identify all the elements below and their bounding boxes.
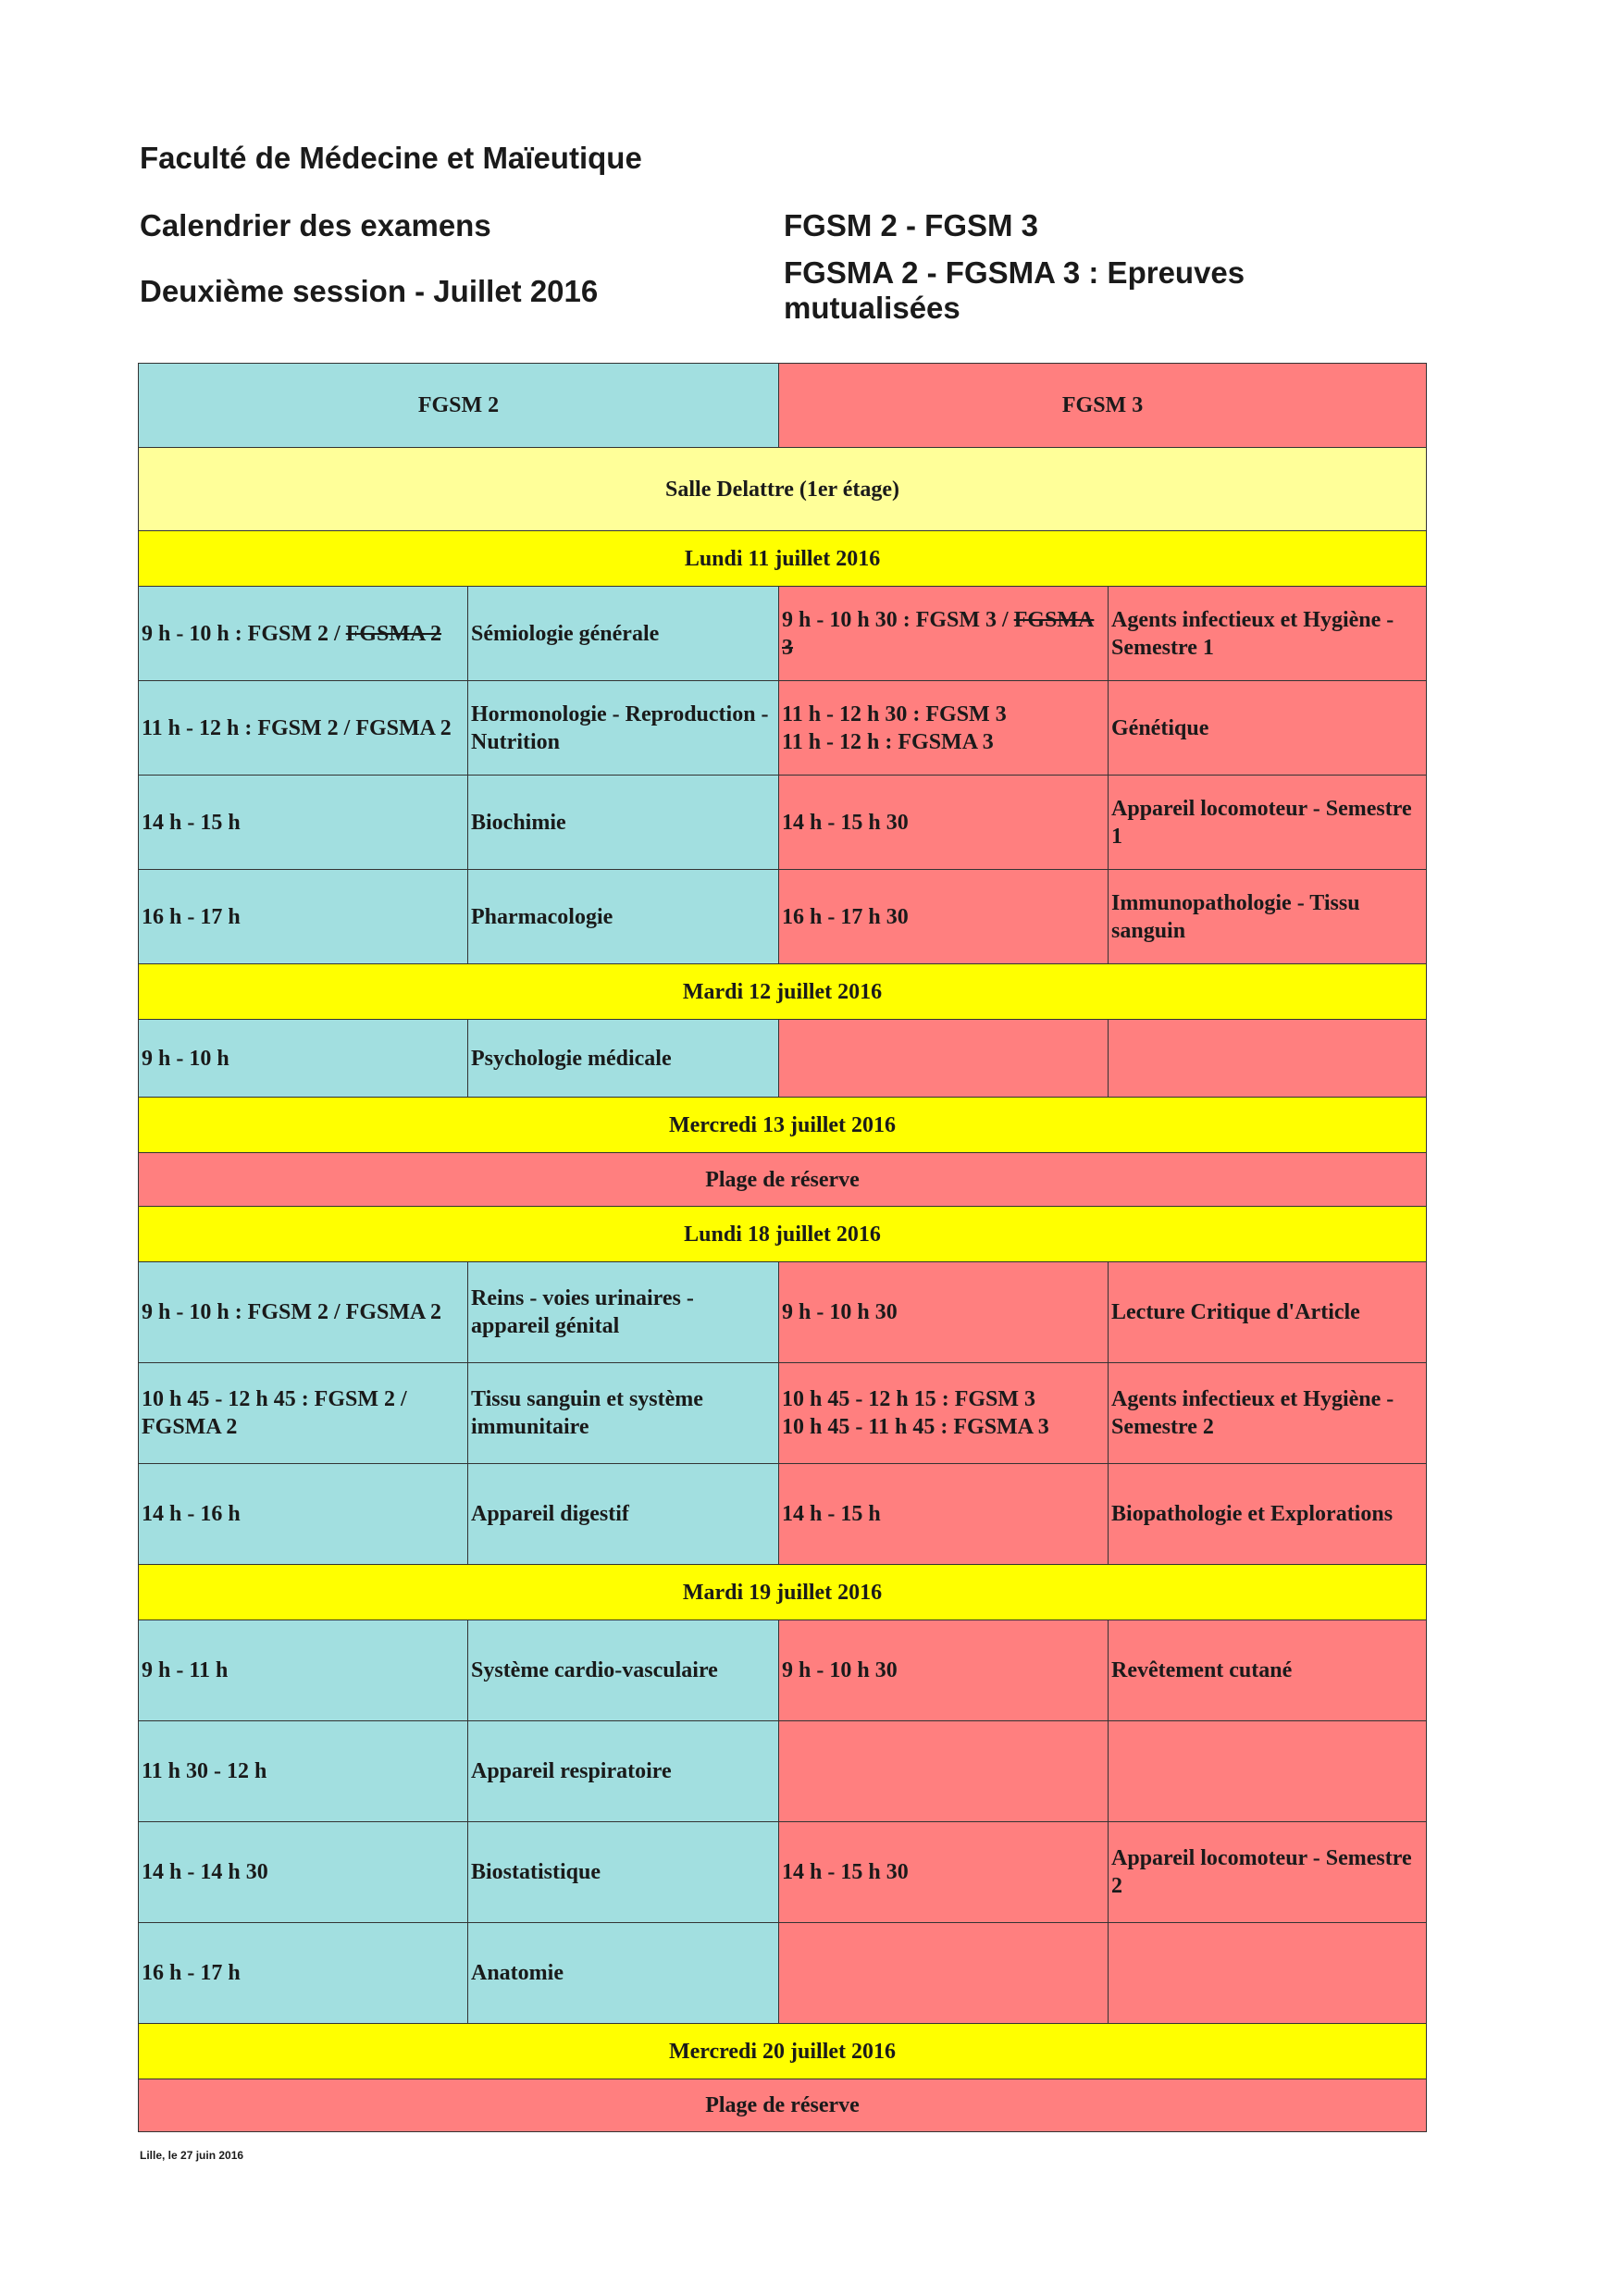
footer-date: Lille, le 27 juin 2016 bbox=[140, 2149, 244, 2162]
reserve-label: Plage de réserve bbox=[139, 1153, 1427, 1207]
table-row bbox=[139, 1020, 1427, 1098]
fgsm3-time bbox=[779, 1020, 1109, 1098]
room-label: Salle Delattre (1er étage) bbox=[139, 448, 1427, 531]
fgsm2-subject: Reins - voies urinaires - appareil génital bbox=[468, 1262, 779, 1363]
fgsm2-subject: Biostatistique bbox=[468, 1822, 779, 1923]
struck-fgsma: FGSMA 3 bbox=[782, 607, 1095, 660]
day-title: Mardi 19 juillet 2016 bbox=[139, 1565, 1427, 1620]
table-row bbox=[139, 1923, 1427, 2024]
fgsm2-time: 16 h - 17 h bbox=[139, 1923, 468, 2024]
fgsm3-time: 14 h - 15 h bbox=[779, 1464, 1109, 1565]
fgsm2-header: FGSM 2 bbox=[139, 364, 779, 448]
day-title: Lundi 18 juillet 2016 bbox=[139, 1207, 1427, 1262]
fgsm3-subject: Revêtement cutané bbox=[1109, 1620, 1427, 1721]
fgsm3-subject: Lecture Critique d'Article bbox=[1109, 1262, 1427, 1363]
fgsm2-subject: Appareil respiratoire bbox=[468, 1721, 779, 1822]
table-row bbox=[139, 1822, 1427, 1923]
fgsm3-subject: Génétique bbox=[1109, 681, 1427, 776]
table-row bbox=[139, 1721, 1427, 1822]
fgsm3-subject bbox=[1109, 1923, 1427, 2024]
day-header-row bbox=[139, 1098, 1427, 1153]
fgsm3-subject: Appareil locomoteur - Semestre 1 bbox=[1109, 776, 1427, 870]
table-row bbox=[139, 870, 1427, 964]
fgsm3-time: 16 h - 17 h 30 bbox=[779, 870, 1109, 964]
fgsm3-subject bbox=[1109, 1020, 1427, 1098]
fgsm2-subject: Psychologie médicale bbox=[468, 1020, 779, 1098]
table-row bbox=[139, 1464, 1427, 1565]
fgsm2-subject: Hormonologie - Reproduction - Nutrition bbox=[468, 681, 779, 776]
day-header-row bbox=[139, 964, 1427, 1020]
fgsm2-time: 14 h - 15 h bbox=[139, 776, 468, 870]
fgsm2-time: 9 h - 10 h bbox=[139, 1020, 468, 1098]
fgsm3-subject: Agents infectieux et Hygiène - Semestre 1 bbox=[1109, 587, 1427, 681]
table-row bbox=[139, 776, 1427, 870]
fgsm2-time: 11 h 30 - 12 h bbox=[139, 1721, 468, 1822]
fgsm3-subject bbox=[1109, 1721, 1427, 1822]
fgsm2-time: 14 h - 14 h 30 bbox=[139, 1822, 468, 1923]
fgsm2-subject: Biochimie bbox=[468, 776, 779, 870]
programs-title: FGSM 2 - FGSM 3 bbox=[784, 208, 1039, 242]
fgsm2-time: 9 h - 10 h : FGSM 2 / FGSMA 2 bbox=[139, 587, 468, 681]
fgsm3-header: FGSM 3 bbox=[779, 364, 1427, 448]
table-row bbox=[139, 1620, 1427, 1721]
fgsm3-time: 10 h 45 - 12 h 15 : FGSM 3 10 h 45 - 11 h 45 : FGSMA 3 bbox=[779, 1363, 1109, 1464]
day-title: Lundi 11 juillet 2016 bbox=[139, 531, 1427, 587]
fgsm2-time: 14 h - 16 h bbox=[139, 1464, 468, 1565]
fgsm3-time: 14 h - 15 h 30 bbox=[779, 776, 1109, 870]
fgsm2-subject: Anatomie bbox=[468, 1923, 779, 2024]
table-row bbox=[139, 1363, 1427, 1464]
program-header-row bbox=[139, 364, 1427, 448]
fgsm3-time: 9 h - 10 h 30 : FGSM 3 / FGSMA 3 bbox=[779, 587, 1109, 681]
fgsm3-time bbox=[779, 1923, 1109, 2024]
mutualized-title: FGSMA 2 - FGSMA 3 : Epreuves mutualisées bbox=[784, 255, 1245, 325]
fgsm2-time: 11 h - 12 h : FGSM 2 / FGSMA 2 bbox=[139, 681, 468, 776]
fgsm3-subject: Agents infectieux et Hygiène - Semestre 2 bbox=[1109, 1363, 1427, 1464]
table-row bbox=[139, 1262, 1427, 1363]
reserve-row bbox=[139, 1153, 1427, 1207]
reserve-row bbox=[139, 2079, 1427, 2132]
fgsm2-subject: Appareil digestif bbox=[468, 1464, 779, 1565]
fgsm2-subject: Système cardio-vasculaire bbox=[468, 1620, 779, 1721]
fgsm2-subject: Sémiologie générale bbox=[468, 587, 779, 681]
session-title: Deuxième session - Juillet 2016 bbox=[140, 274, 599, 308]
day-header-row bbox=[139, 531, 1427, 587]
fgsm3-subject: Biopathologie et Explorations bbox=[1109, 1464, 1427, 1565]
fgsm3-time bbox=[779, 1721, 1109, 1822]
fgsm2-subject: Pharmacologie bbox=[468, 870, 779, 964]
fgsm3-subject: Appareil locomoteur - Semestre 2 bbox=[1109, 1822, 1427, 1923]
day-title: Mercredi 13 juillet 2016 bbox=[139, 1098, 1427, 1153]
faculty-title: Faculté de Médecine et Maïeutique bbox=[140, 141, 642, 175]
table-row bbox=[139, 681, 1427, 776]
struck-fgsma: FGSMA 2 bbox=[345, 621, 442, 646]
fgsm2-time: 9 h - 10 h : FGSM 2 / FGSMA 2 bbox=[139, 1262, 468, 1363]
fgsm3-time: 9 h - 10 h 30 bbox=[779, 1620, 1109, 1721]
calendar-title: Calendrier des examens bbox=[140, 208, 491, 242]
fgsm3-time: 14 h - 15 h 30 bbox=[779, 1822, 1109, 1923]
fgsm3-subject: Immunopathologie - Tissu sanguin bbox=[1109, 870, 1427, 964]
day-title: Mardi 12 juillet 2016 bbox=[139, 964, 1427, 1020]
fgsm3-time: 11 h - 12 h 30 : FGSM 3 11 h - 12 h : FGSMA 3 bbox=[779, 681, 1109, 776]
room-row bbox=[139, 448, 1427, 531]
reserve-label: Plage de réserve bbox=[139, 2079, 1427, 2132]
fgsm2-time: 9 h - 11 h bbox=[139, 1620, 468, 1721]
day-header-row bbox=[139, 2024, 1427, 2079]
fgsm2-subject: Tissu sanguin et système immunitaire bbox=[468, 1363, 779, 1464]
fgsm3-time: 9 h - 10 h 30 bbox=[779, 1262, 1109, 1363]
table-row bbox=[139, 587, 1427, 681]
fgsm2-time: 10 h 45 - 12 h 45 : FGSM 2 / FGSMA 2 bbox=[139, 1363, 468, 1464]
day-title: Mercredi 20 juillet 2016 bbox=[139, 2024, 1427, 2079]
day-header-row bbox=[139, 1207, 1427, 1262]
day-header-row bbox=[139, 1565, 1427, 1620]
fgsm2-time: 16 h - 17 h bbox=[139, 870, 468, 964]
exam-schedule-table bbox=[138, 363, 1427, 2132]
